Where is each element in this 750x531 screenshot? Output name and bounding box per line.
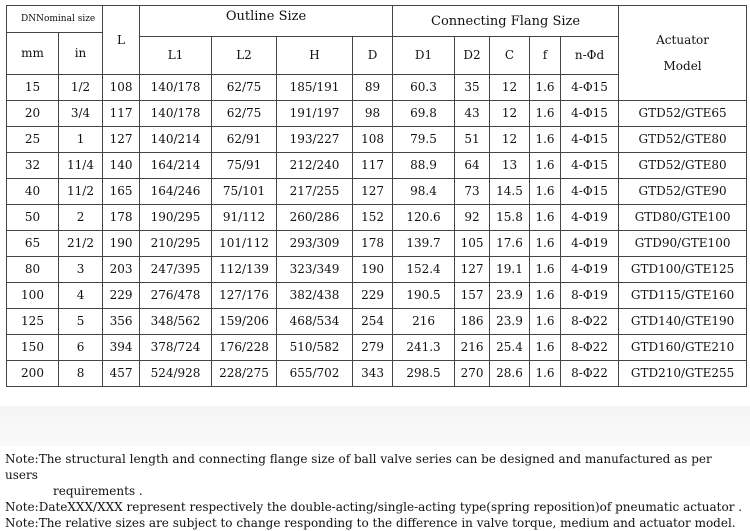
cell-C: 12 bbox=[490, 101, 530, 127]
cell-L2: 127/176 bbox=[212, 283, 277, 309]
cell-in: 8 bbox=[59, 361, 103, 387]
cell-in: 3 bbox=[59, 257, 103, 283]
cell-L: 229 bbox=[103, 283, 140, 309]
cell-act: GTD100/GTE125 bbox=[619, 257, 747, 283]
nd-header: n-Φd bbox=[561, 37, 619, 75]
cell-D1: 190.5 bbox=[393, 283, 455, 309]
valve-size-table bbox=[6, 5, 747, 387]
cell-D2: 51 bbox=[455, 127, 490, 153]
cell-L2: 62/75 bbox=[212, 75, 277, 101]
cell-in: 1 bbox=[59, 127, 103, 153]
cell-C: 23.9 bbox=[490, 309, 530, 335]
cell-L: 203 bbox=[103, 257, 140, 283]
cell-C: 25.4 bbox=[490, 335, 530, 361]
cell-L1: 164/246 bbox=[140, 179, 212, 205]
cell-D2: 270 bbox=[455, 361, 490, 387]
cell-mm: 25 bbox=[7, 127, 59, 153]
table-row bbox=[7, 205, 747, 231]
cell-mm: 200 bbox=[7, 361, 59, 387]
cell-mm: 15 bbox=[7, 75, 59, 101]
cell-H: 655/702 bbox=[277, 361, 353, 387]
cell-mm: 150 bbox=[7, 335, 59, 361]
cell-nd: 8-Φ22 bbox=[561, 309, 619, 335]
cell-L1: 140/214 bbox=[140, 127, 212, 153]
cell-f: 1.6 bbox=[530, 179, 561, 205]
cell-f: 1.6 bbox=[530, 101, 561, 127]
cell-L: 178 bbox=[103, 205, 140, 231]
cell-D1: 216 bbox=[393, 309, 455, 335]
cell-L: 117 bbox=[103, 101, 140, 127]
cell-D2: 73 bbox=[455, 179, 490, 205]
cell-f: 1.6 bbox=[530, 283, 561, 309]
cell-nd: 8-Φ19 bbox=[561, 283, 619, 309]
cell-f: 1.6 bbox=[530, 335, 561, 361]
cell-mm: 65 bbox=[7, 231, 59, 257]
cell-H: 193/227 bbox=[277, 127, 353, 153]
cell-L1: 348/562 bbox=[140, 309, 212, 335]
cell-L2: 91/112 bbox=[212, 205, 277, 231]
cell-D: 117 bbox=[353, 153, 393, 179]
image-background-strip bbox=[0, 406, 750, 446]
table-row bbox=[7, 361, 747, 387]
actuator-header-line2: Model bbox=[663, 59, 702, 73]
cell-act: GTD90/GTE100 bbox=[619, 231, 747, 257]
cell-nd: 8-Φ22 bbox=[561, 361, 619, 387]
cell-in: 11/4 bbox=[59, 153, 103, 179]
cell-in: 11/2 bbox=[59, 179, 103, 205]
note-1-continuation: requirements . bbox=[53, 484, 143, 498]
cell-L2: 159/206 bbox=[212, 309, 277, 335]
note-2: Note:DateXXX/XXX represent respectively the double-acting/single-acting type(spring reposition)of pneumatic actuator . bbox=[5, 500, 743, 514]
cell-C: 19.1 bbox=[490, 257, 530, 283]
cell-C: 13 bbox=[490, 153, 530, 179]
cell-D2: 127 bbox=[455, 257, 490, 283]
cell-D2: 92 bbox=[455, 205, 490, 231]
note-1: Note:The structural length and connecting flange size of ball valve series can be designed and manufactured as per users bbox=[5, 452, 712, 482]
cell-H: 510/582 bbox=[277, 335, 353, 361]
actuator-header-line1: Actuator bbox=[656, 33, 710, 47]
cell-D1: 120.6 bbox=[393, 205, 455, 231]
cell-in: 21/2 bbox=[59, 231, 103, 257]
cell-mm: 20 bbox=[7, 101, 59, 127]
cell-nd: 4-Φ15 bbox=[561, 179, 619, 205]
cell-f: 1.6 bbox=[530, 309, 561, 335]
cell-D1: 98.4 bbox=[393, 179, 455, 205]
mm-header: mm bbox=[7, 33, 59, 75]
cell-L1: 247/395 bbox=[140, 257, 212, 283]
cell-H: 185/191 bbox=[277, 75, 353, 101]
cell-L1: 190/295 bbox=[140, 205, 212, 231]
cell-D2: 64 bbox=[455, 153, 490, 179]
connecting-flang-size-header: Connecting Flang Size bbox=[393, 6, 619, 37]
L-header: L bbox=[103, 6, 140, 75]
cell-L2: 62/91 bbox=[212, 127, 277, 153]
cell-act: GTD52/GTE80 bbox=[619, 153, 747, 179]
cell-nd: 4-Φ15 bbox=[561, 101, 619, 127]
cell-mm: 80 bbox=[7, 257, 59, 283]
cell-H: 260/286 bbox=[277, 205, 353, 231]
cell-f: 1.6 bbox=[530, 75, 561, 101]
cell-D2: 105 bbox=[455, 231, 490, 257]
table-row bbox=[7, 231, 747, 257]
table-row bbox=[7, 335, 747, 361]
cell-D1: 298.5 bbox=[393, 361, 455, 387]
cell-D: 229 bbox=[353, 283, 393, 309]
cell-D1: 139.7 bbox=[393, 231, 455, 257]
cell-in: 1/2 bbox=[59, 75, 103, 101]
cell-H: 323/349 bbox=[277, 257, 353, 283]
cell-in: 6 bbox=[59, 335, 103, 361]
cell-D1: 152.4 bbox=[393, 257, 455, 283]
cell-mm: 32 bbox=[7, 153, 59, 179]
cell-L1: 524/928 bbox=[140, 361, 212, 387]
cell-nd: 4-Φ15 bbox=[561, 153, 619, 179]
cell-f: 1.6 bbox=[530, 127, 561, 153]
cell-act: GTD210/GTE255 bbox=[619, 361, 747, 387]
cell-L: 140 bbox=[103, 153, 140, 179]
table-row bbox=[7, 257, 747, 283]
note-3: Note:The relative sizes are subject to change responding to the difference in valve torque, medium and actuator model. bbox=[5, 516, 736, 530]
cell-nd: 4-Φ19 bbox=[561, 231, 619, 257]
cell-mm: 100 bbox=[7, 283, 59, 309]
L1-header: L1 bbox=[140, 37, 212, 75]
table-row bbox=[7, 153, 747, 179]
cell-L2: 176/228 bbox=[212, 335, 277, 361]
cell-L: 457 bbox=[103, 361, 140, 387]
cell-f: 1.6 bbox=[530, 205, 561, 231]
cell-act: GTD160/GTE210 bbox=[619, 335, 747, 361]
cell-act: GTD80/GTE100 bbox=[619, 205, 747, 231]
H-header: H bbox=[277, 37, 353, 75]
cell-L: 127 bbox=[103, 127, 140, 153]
in-header: in bbox=[59, 33, 103, 75]
cell-L1: 140/178 bbox=[140, 101, 212, 127]
cell-D1: 79.5 bbox=[393, 127, 455, 153]
cell-D2: 216 bbox=[455, 335, 490, 361]
cell-act: GTD52/GTE65 bbox=[619, 101, 747, 127]
cell-L1: 164/214 bbox=[140, 153, 212, 179]
cell-D1: 241.3 bbox=[393, 335, 455, 361]
cell-D: 127 bbox=[353, 179, 393, 205]
cell-D2: 35 bbox=[455, 75, 490, 101]
cell-f: 1.6 bbox=[530, 153, 561, 179]
L2-header: L2 bbox=[212, 37, 277, 75]
table-row bbox=[7, 101, 747, 127]
cell-L2: 75/101 bbox=[212, 179, 277, 205]
cell-L2: 112/139 bbox=[212, 257, 277, 283]
cell-act: GTD52/GTE90 bbox=[619, 179, 747, 205]
cell-nd: 4-Φ15 bbox=[561, 75, 619, 101]
cell-D: 190 bbox=[353, 257, 393, 283]
cell-L: 165 bbox=[103, 179, 140, 205]
cell-act: GTD140/GTE190 bbox=[619, 309, 747, 335]
cell-in: 5 bbox=[59, 309, 103, 335]
cell-nd: 8-Φ22 bbox=[561, 335, 619, 361]
cell-D1: 88.9 bbox=[393, 153, 455, 179]
notes-section bbox=[5, 451, 745, 531]
cell-D1: 60.3 bbox=[393, 75, 455, 101]
cell-D: 98 bbox=[353, 101, 393, 127]
cell-C: 23.9 bbox=[490, 283, 530, 309]
cell-L: 108 bbox=[103, 75, 140, 101]
cell-mm: 40 bbox=[7, 179, 59, 205]
cell-mm: 50 bbox=[7, 205, 59, 231]
D-header: D bbox=[353, 37, 393, 75]
table-row bbox=[7, 127, 747, 153]
cell-in: 2 bbox=[59, 205, 103, 231]
cell-mm: 125 bbox=[7, 309, 59, 335]
cell-D: 89 bbox=[353, 75, 393, 101]
cell-f: 1.6 bbox=[530, 257, 561, 283]
cell-H: 293/309 bbox=[277, 231, 353, 257]
cell-act: GTD52/GTE80 bbox=[619, 127, 747, 153]
cell-D2: 43 bbox=[455, 101, 490, 127]
D1-header: D1 bbox=[393, 37, 455, 75]
cell-H: 382/438 bbox=[277, 283, 353, 309]
cell-L1: 276/478 bbox=[140, 283, 212, 309]
cell-L2: 101/112 bbox=[212, 231, 277, 257]
cell-act: GTD115/GTE160 bbox=[619, 283, 747, 309]
cell-H: 468/534 bbox=[277, 309, 353, 335]
nominal-size-header: DNNominal size bbox=[7, 6, 103, 33]
cell-D2: 157 bbox=[455, 283, 490, 309]
outline-size-header: Outline Size bbox=[140, 6, 393, 37]
cell-D: 343 bbox=[353, 361, 393, 387]
f-header: f bbox=[530, 37, 561, 75]
cell-L1: 378/724 bbox=[140, 335, 212, 361]
cell-D: 108 bbox=[353, 127, 393, 153]
cell-D1: 69.8 bbox=[393, 101, 455, 127]
cell-f: 1.6 bbox=[530, 361, 561, 387]
actuator-model-header bbox=[619, 6, 747, 101]
cell-C: 28.6 bbox=[490, 361, 530, 387]
cell-in: 4 bbox=[59, 283, 103, 309]
cell-nd: 4-Φ19 bbox=[561, 205, 619, 231]
cell-H: 191/197 bbox=[277, 101, 353, 127]
cell-L: 394 bbox=[103, 335, 140, 361]
D2-header: D2 bbox=[455, 37, 490, 75]
table-row bbox=[7, 309, 747, 335]
cell-L1: 210/295 bbox=[140, 231, 212, 257]
cell-H: 217/255 bbox=[277, 179, 353, 205]
cell-H: 212/240 bbox=[277, 153, 353, 179]
cell-nd: 4-Φ15 bbox=[561, 127, 619, 153]
cell-L2: 228/275 bbox=[212, 361, 277, 387]
cell-D: 152 bbox=[353, 205, 393, 231]
cell-nd: 4-Φ19 bbox=[561, 257, 619, 283]
cell-D2: 186 bbox=[455, 309, 490, 335]
cell-L1: 140/178 bbox=[140, 75, 212, 101]
cell-C: 15.8 bbox=[490, 205, 530, 231]
cell-L: 190 bbox=[103, 231, 140, 257]
cell-L: 356 bbox=[103, 309, 140, 335]
table-row bbox=[7, 179, 747, 205]
C-header: C bbox=[490, 37, 530, 75]
cell-D: 254 bbox=[353, 309, 393, 335]
cell-L2: 75/91 bbox=[212, 153, 277, 179]
cell-D: 178 bbox=[353, 231, 393, 257]
cell-in: 3/4 bbox=[59, 101, 103, 127]
table-row bbox=[7, 283, 747, 309]
cell-L2: 62/75 bbox=[212, 101, 277, 127]
cell-C: 12 bbox=[490, 127, 530, 153]
cell-C: 14.5 bbox=[490, 179, 530, 205]
cell-f: 1.6 bbox=[530, 231, 561, 257]
cell-C: 12 bbox=[490, 75, 530, 101]
cell-D: 279 bbox=[353, 335, 393, 361]
cell-C: 17.6 bbox=[490, 231, 530, 257]
